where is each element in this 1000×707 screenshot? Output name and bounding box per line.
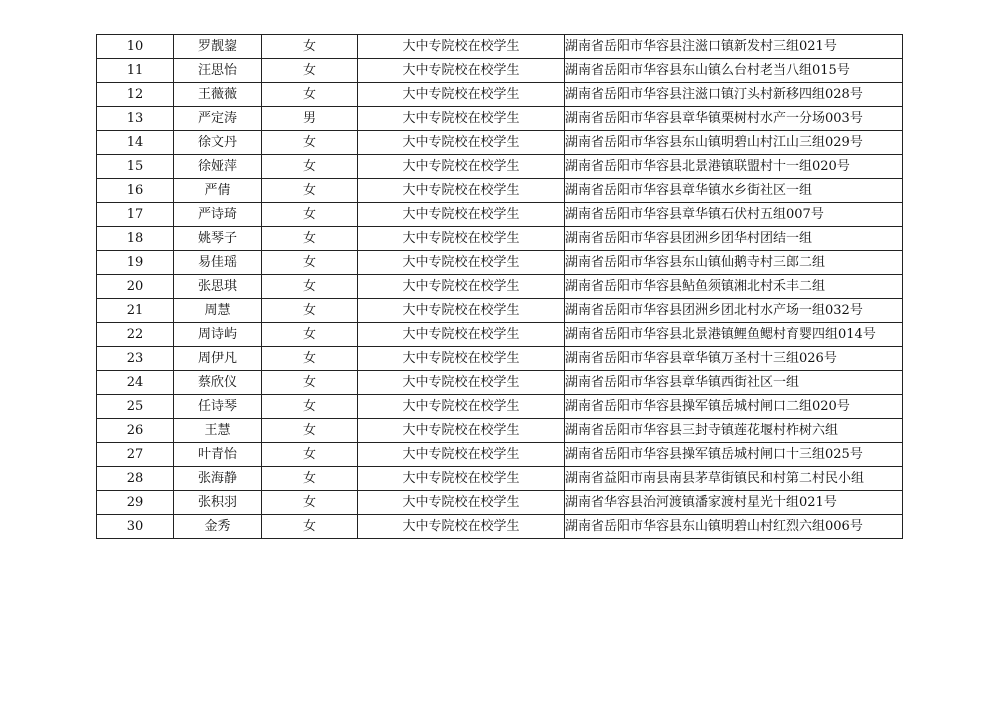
student-name-cell: 周伊凡 — [174, 347, 262, 371]
serial-number-cell: 21 — [97, 299, 174, 323]
table-row — [97, 395, 903, 419]
student-name-cell: 周慧 — [174, 299, 262, 323]
student-name-cell: 罗靓鋆 — [174, 35, 262, 59]
gender-cell: 女 — [262, 155, 358, 179]
address-cell: 湖南省岳阳市华容县操军镇岳城村闸口二组020号 — [565, 395, 903, 419]
gender-cell: 女 — [262, 419, 358, 443]
address-cell: 湖南省岳阳市华容县东山镇么台村老当八组015号 — [565, 59, 903, 83]
table-row — [97, 467, 903, 491]
serial-number-cell: 15 — [97, 155, 174, 179]
table-row — [97, 59, 903, 83]
student-name-cell: 徐文丹 — [174, 131, 262, 155]
address-cell: 湖南省岳阳市华容县团洲乡团华村团结一组 — [565, 227, 903, 251]
table-row — [97, 227, 903, 251]
student-name-cell: 周诗屿 — [174, 323, 262, 347]
serial-number-cell: 17 — [97, 203, 174, 227]
address-cell: 湖南省岳阳市华容县操军镇岳城村闸口十三组025号 — [565, 443, 903, 467]
serial-number-cell: 20 — [97, 275, 174, 299]
gender-cell: 女 — [262, 131, 358, 155]
address-cell: 湖南省岳阳市华容县章华镇万圣村十三组026号 — [565, 347, 903, 371]
roster-table-body — [97, 35, 903, 539]
address-cell: 湖南省益阳市南县南县茅草街镇民和村第二村民小组 — [565, 467, 903, 491]
student-type-cell: 大中专院校在校学生 — [358, 467, 565, 491]
address-cell: 湖南省岳阳市华容县章华镇石伏村五组007号 — [565, 203, 903, 227]
student-type-cell: 大中专院校在校学生 — [358, 443, 565, 467]
table-row — [97, 107, 903, 131]
student-type-cell: 大中专院校在校学生 — [358, 395, 565, 419]
address-cell: 湖南省岳阳市华容县章华镇水乡街社区一组 — [565, 179, 903, 203]
serial-number-cell: 30 — [97, 515, 174, 539]
serial-number-cell: 23 — [97, 347, 174, 371]
student-name-cell: 严倩 — [174, 179, 262, 203]
student-type-cell: 大中专院校在校学生 — [358, 371, 565, 395]
table-row — [97, 299, 903, 323]
student-type-cell: 大中专院校在校学生 — [358, 131, 565, 155]
address-cell: 湖南省岳阳市华容县团洲乡团北村水产场一组032号 — [565, 299, 903, 323]
gender-cell: 女 — [262, 371, 358, 395]
student-name-cell: 姚琴子 — [174, 227, 262, 251]
serial-number-cell: 29 — [97, 491, 174, 515]
serial-number-cell: 18 — [97, 227, 174, 251]
gender-cell: 女 — [262, 203, 358, 227]
gender-cell: 女 — [262, 299, 358, 323]
serial-number-cell: 26 — [97, 419, 174, 443]
address-cell: 湖南省岳阳市华容县注滋口镇汀头村新移四组028号 — [565, 83, 903, 107]
serial-number-cell: 24 — [97, 371, 174, 395]
student-name-cell: 严诗琦 — [174, 203, 262, 227]
serial-number-cell: 10 — [97, 35, 174, 59]
gender-cell: 女 — [262, 467, 358, 491]
serial-number-cell: 16 — [97, 179, 174, 203]
student-name-cell: 汪思怡 — [174, 59, 262, 83]
student-type-cell: 大中专院校在校学生 — [358, 251, 565, 275]
address-cell: 湖南省岳阳市华容县注滋口镇新发村三组021号 — [565, 35, 903, 59]
table-row — [97, 443, 903, 467]
student-type-cell: 大中专院校在校学生 — [358, 203, 565, 227]
student-type-cell: 大中专院校在校学生 — [358, 491, 565, 515]
gender-cell: 女 — [262, 83, 358, 107]
student-type-cell: 大中专院校在校学生 — [358, 35, 565, 59]
address-cell: 湖南省岳阳市华容县东山镇仙鹅寺村三郎二组 — [565, 251, 903, 275]
gender-cell: 女 — [262, 515, 358, 539]
address-cell: 湖南省岳阳市华容县章华镇栗树村水产一分场003号 — [565, 107, 903, 131]
gender-cell: 女 — [262, 59, 358, 83]
table-row — [97, 155, 903, 179]
table-row — [97, 323, 903, 347]
serial-number-cell: 28 — [97, 467, 174, 491]
gender-cell: 女 — [262, 275, 358, 299]
address-cell: 湖南省岳阳市华容县北景港镇鲤鱼鳃村育婴四组014号 — [565, 323, 903, 347]
student-name-cell: 易佳瑶 — [174, 251, 262, 275]
table-row — [97, 419, 903, 443]
gender-cell: 女 — [262, 251, 358, 275]
student-type-cell: 大中专院校在校学生 — [358, 179, 565, 203]
address-cell: 湖南省岳阳市华容县北景港镇联盟村十一组020号 — [565, 155, 903, 179]
table-row — [97, 35, 903, 59]
student-name-cell: 张思琪 — [174, 275, 262, 299]
address-cell: 湖南省岳阳市华容县鲇鱼须镇湘北村禾丰二组 — [565, 275, 903, 299]
gender-cell: 女 — [262, 179, 358, 203]
student-type-cell: 大中专院校在校学生 — [358, 515, 565, 539]
table-row — [97, 347, 903, 371]
table-row — [97, 275, 903, 299]
student-type-cell: 大中专院校在校学生 — [358, 83, 565, 107]
student-name-cell: 张积羽 — [174, 491, 262, 515]
student-type-cell: 大中专院校在校学生 — [358, 59, 565, 83]
table-row — [97, 251, 903, 275]
serial-number-cell: 19 — [97, 251, 174, 275]
student-name-cell: 任诗琴 — [174, 395, 262, 419]
student-name-cell: 王慧 — [174, 419, 262, 443]
gender-cell: 女 — [262, 323, 358, 347]
student-name-cell: 张海静 — [174, 467, 262, 491]
table-row — [97, 203, 903, 227]
student-name-cell: 徐娅萍 — [174, 155, 262, 179]
student-type-cell: 大中专院校在校学生 — [358, 275, 565, 299]
table-row — [97, 515, 903, 539]
address-cell: 湖南省华容县治河渡镇潘家渡村星光十组021号 — [565, 491, 903, 515]
student-type-cell: 大中专院校在校学生 — [358, 419, 565, 443]
student-name-cell: 叶青怡 — [174, 443, 262, 467]
gender-cell: 女 — [262, 443, 358, 467]
address-cell: 湖南省岳阳市华容县东山镇明碧山村江山三组029号 — [565, 131, 903, 155]
student-type-cell: 大中专院校在校学生 — [358, 299, 565, 323]
serial-number-cell: 14 — [97, 131, 174, 155]
address-cell: 湖南省岳阳市华容县章华镇西街社区一组 — [565, 371, 903, 395]
student-name-cell: 严定涛 — [174, 107, 262, 131]
serial-number-cell: 11 — [97, 59, 174, 83]
student-type-cell: 大中专院校在校学生 — [358, 155, 565, 179]
student-type-cell: 大中专院校在校学生 — [358, 323, 565, 347]
student-name-cell: 金秀 — [174, 515, 262, 539]
table-row — [97, 371, 903, 395]
gender-cell: 女 — [262, 227, 358, 251]
serial-number-cell: 12 — [97, 83, 174, 107]
table-row — [97, 83, 903, 107]
student-roster-table — [96, 34, 903, 539]
serial-number-cell: 27 — [97, 443, 174, 467]
gender-cell: 女 — [262, 347, 358, 371]
student-type-cell: 大中专院校在校学生 — [358, 347, 565, 371]
address-cell: 湖南省岳阳市华容县三封寺镇莲花堰村柞树六组 — [565, 419, 903, 443]
gender-cell: 女 — [262, 491, 358, 515]
serial-number-cell: 22 — [97, 323, 174, 347]
gender-cell: 女 — [262, 35, 358, 59]
serial-number-cell: 25 — [97, 395, 174, 419]
student-type-cell: 大中专院校在校学生 — [358, 227, 565, 251]
gender-cell: 男 — [262, 107, 358, 131]
address-cell: 湖南省岳阳市华容县东山镇明碧山村红烈六组006号 — [565, 515, 903, 539]
table-row — [97, 179, 903, 203]
student-name-cell: 蔡欣仪 — [174, 371, 262, 395]
student-type-cell: 大中专院校在校学生 — [358, 107, 565, 131]
gender-cell: 女 — [262, 395, 358, 419]
student-name-cell: 王薇薇 — [174, 83, 262, 107]
table-row — [97, 491, 903, 515]
serial-number-cell: 13 — [97, 107, 174, 131]
table-row — [97, 131, 903, 155]
